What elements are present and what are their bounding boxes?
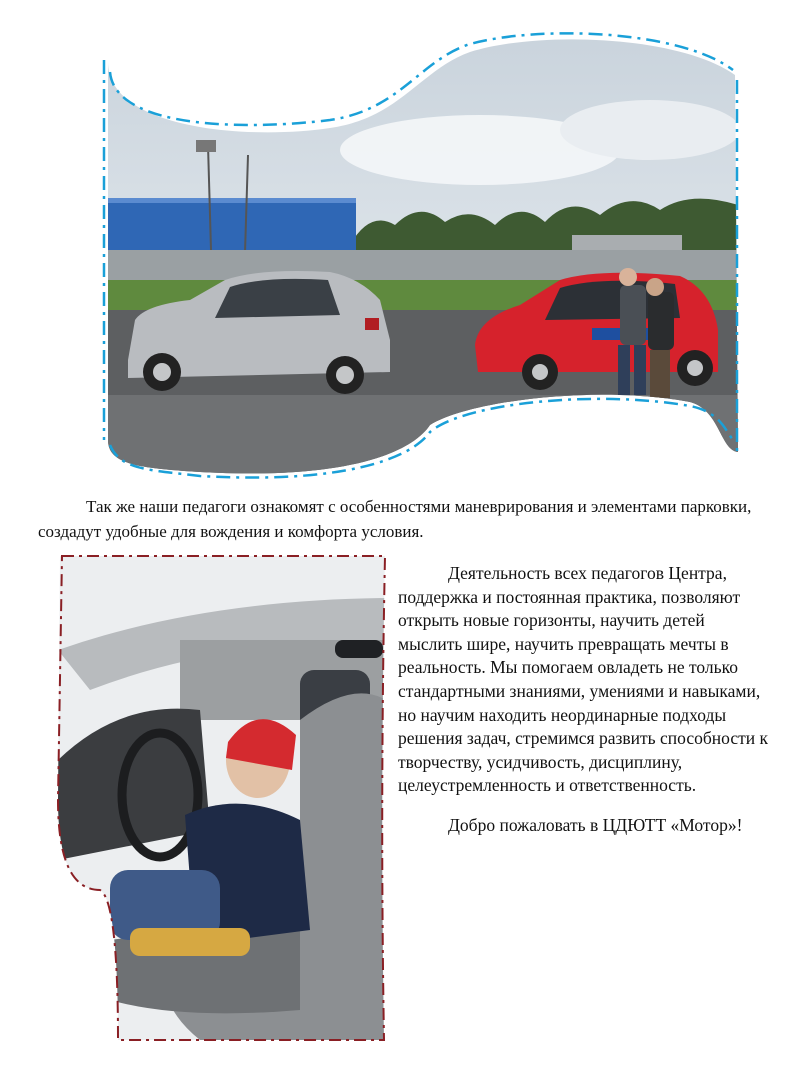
- paragraph-welcome: Добро пожаловать в ЦДЮТТ «Мотор»!: [448, 814, 743, 835]
- cars-photo: [0, 0, 800, 490]
- blue-building: [108, 198, 356, 250]
- photo-content-2: [40, 550, 400, 1050]
- child-driver-photo: [0, 540, 400, 1060]
- caption-text: Так же наши педагоги ознакомят с особенностями маневрирования и элементами парковки, создадут удобные для вождения и комфорта условия.: [38, 497, 752, 541]
- paragraph-activity: Деятельность всех педагогов Центра, поддержка и постоянная практика, позволяют открыть новые горизонты, научить детей мыслить шире, научить превращать мечты в реальность. Мы помогаем овладеть не только стандартными знаниями, умениями и навыками, но научим находить неординарные подходы решения задач, стремимся развить способности к творчеству, усидчивость, дисциплину, целеустремленность и ответственность.: [398, 563, 768, 796]
- body-text: [398, 562, 770, 838]
- photo-content: [100, 30, 750, 490]
